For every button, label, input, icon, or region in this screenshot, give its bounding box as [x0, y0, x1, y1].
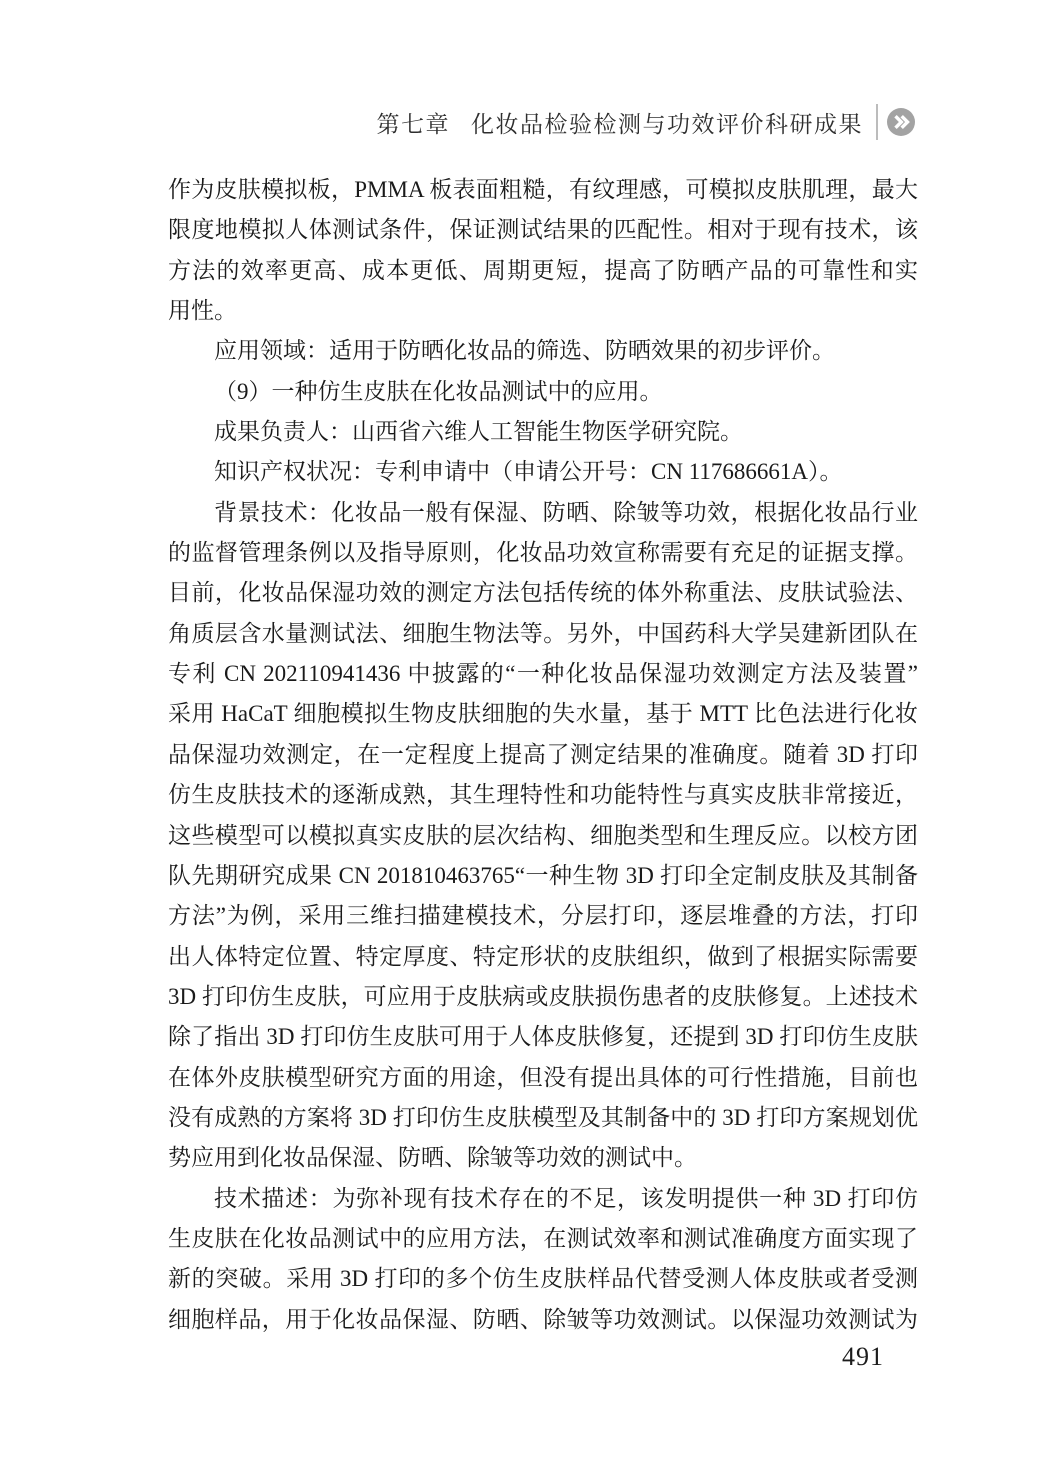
text-line: 采用 HaCaT 细胞模拟生物皮肤细胞的失水量，基于 MTT 比色法进行化妆 — [168, 701, 918, 727]
text-line: 角质层含水量测试法、细胞生物法等。另外，中国药科大学吴建新团队在 — [168, 620, 918, 646]
text-line: 细胞样品，用于化妆品保湿、防晒、除皱等功效测试。以保湿功效测试为 — [168, 1306, 918, 1332]
double-chevron-right-icon — [887, 108, 915, 136]
text-line: 背景技术：化妆品一般有保湿、防晒、除皱等功效，根据化妆品行业 — [214, 499, 918, 525]
text-line: 出人体特定位置、特定厚度、特定形状的皮肤组织，做到了根据实际需要 — [168, 943, 918, 969]
text-line: 限度地模拟人体测试条件，保证测试结果的匹配性。相对于现有技术，该 — [168, 217, 918, 243]
text-line: 队先期研究成果 CN 201810463765“一种生物 3D 打印全定制皮肤及其制备 — [168, 862, 918, 888]
page-number: 491 — [842, 1342, 884, 1371]
text-line: 技术描述：为弥补现有技术存在的不足，该发明提供一种 3D 打印仿 — [214, 1185, 918, 1211]
text-line: 这些模型可以模拟真实皮肤的层次结构、细胞类型和生理反应。以校方团 — [168, 822, 918, 848]
text-line: 用性。 — [168, 298, 237, 324]
text-line: 3D 打印仿生皮肤，可应用于皮肤病或皮肤损伤患者的皮肤修复。上述技术 — [168, 983, 918, 1009]
body-text — [168, 170, 918, 1340]
text-line: 方法的效率更高、成本更低、周期更短，提高了防晒产品的可靠性和实 — [168, 257, 918, 283]
chapter-number: 第七章 — [376, 110, 450, 137]
text-line: 在体外皮肤模型研究方面的用途，但没有提出具体的可行性措施，目前也 — [168, 1064, 918, 1090]
text-line: 知识产权状况：专利申请中（申请公开号：CN 117686661A）。 — [214, 459, 843, 485]
text-line: 生皮肤在化妆品测试中的应用方法，在测试效率和测试准确度方面实现了 — [168, 1225, 918, 1251]
text-line: 的监督管理条例以及指导原则，化妆品功效宣称需要有充足的证据支撑。 — [168, 540, 918, 566]
running-head — [377, 101, 916, 143]
text-line: （9）一种仿生皮肤在化妆品测试中的应用。 — [214, 378, 663, 404]
chapter-heading — [377, 106, 864, 139]
text-line: 品保湿功效测定，在一定程度上提高了测定结果的准确度。随着 3D 打印 — [168, 741, 918, 767]
text-line: 势应用到化妆品保湿、防晒、除皱等功效的测试中。 — [168, 1145, 697, 1171]
text-line: 新的突破。采用 3D 打印的多个仿生皮肤样品代替受测人体皮肤或者受测 — [168, 1266, 918, 1292]
text-line: 仿生皮肤技术的逐渐成熟，其生理特性和功能特性与真实皮肤非常接近， — [168, 782, 918, 808]
text-line: 目前，化妆品保湿功效的测定方法包括传统的体外称重法、皮肤试验法、 — [168, 580, 918, 606]
text-line: 作为皮肤模拟板，PMMA 板表面粗糙，有纹理感，可模拟皮肤肌理，最大 — [168, 177, 918, 202]
text-line: 专利 CN 202110941436 中披露的“一种化妆品保湿功效测定方法及装置” — [168, 661, 918, 687]
text-line: 没有成熟的方案将 3D 打印仿生皮肤模型及其制备中的 3D 打印方案规划优 — [168, 1104, 918, 1130]
header-divider — [876, 104, 878, 140]
text-line: 应用领域：适用于防晒化妆品的筛选、防晒效果的初步评价。 — [214, 338, 835, 364]
text-line: 除了指出 3D 打印仿生皮肤可用于人体皮肤修复，还提到 3D 打印仿生皮肤 — [168, 1024, 918, 1050]
text-line: 方法”为例，采用三维扫描建模技术，分层打印，逐层堆叠的方法，打印 — [168, 903, 918, 929]
chapter-title: 化妆品检验检测与功效评价科研成果 — [471, 110, 863, 137]
text-line: 成果负责人：山西省六维人工智能生物医学研究院。 — [214, 419, 743, 445]
